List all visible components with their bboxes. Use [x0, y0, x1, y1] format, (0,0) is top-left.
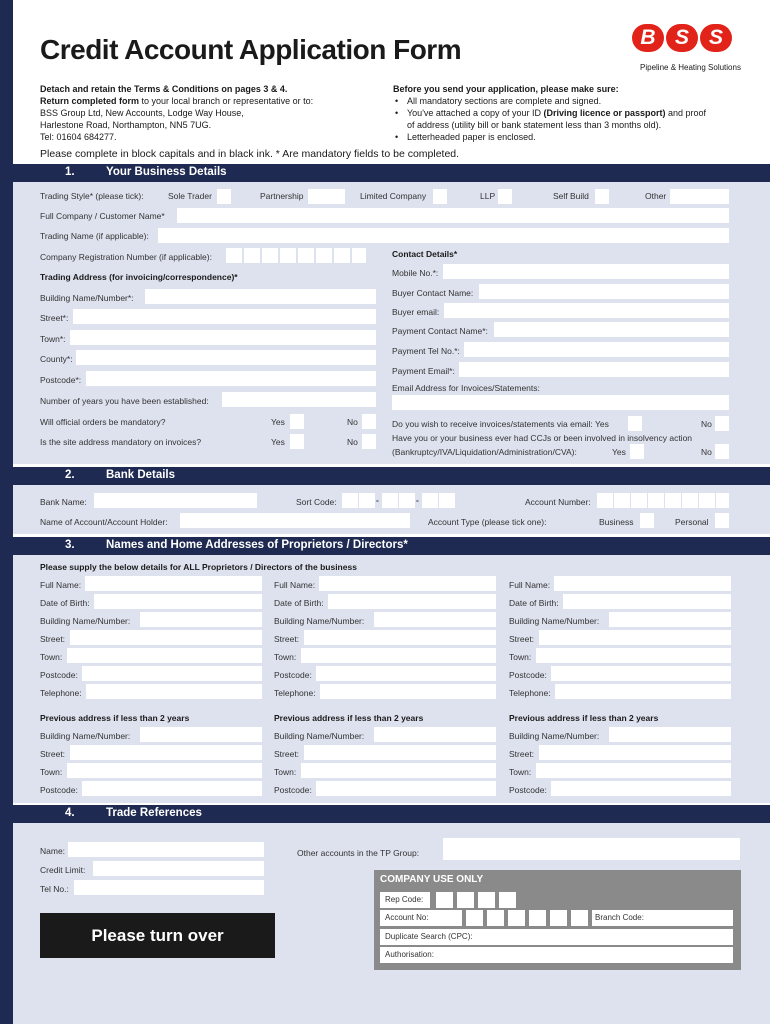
- account-number-digit[interactable]: [716, 493, 729, 508]
- sort-code-digit[interactable]: [342, 493, 358, 508]
- logo-letter: S: [700, 24, 732, 52]
- buyer-name-input[interactable]: [479, 284, 729, 299]
- section-4-header: [13, 805, 770, 823]
- postcode-label: Postcode:: [509, 670, 547, 680]
- logo-tagline: Pipeline & Heating Solutions: [640, 63, 741, 72]
- business-checkbox[interactable]: [640, 513, 654, 528]
- director-2-prev-town-input[interactable]: [301, 763, 496, 778]
- ccj-question: Have you or your business ever had CCJs or been involved in insolvency action: [392, 433, 693, 443]
- page-title: Credit Account Application Form: [40, 34, 462, 65]
- director-1-building-input[interactable]: [140, 612, 262, 627]
- section-number: 1.: [65, 166, 75, 178]
- buyer-email-input[interactable]: [444, 303, 729, 318]
- years-established-label: Number of years you have been established:: [40, 396, 209, 406]
- self-build-checkbox[interactable]: [595, 189, 609, 204]
- receive-email-no-checkbox[interactable]: [715, 416, 729, 431]
- payment-email-input[interactable]: [459, 362, 729, 377]
- director-1-prev-town-input[interactable]: [67, 763, 262, 778]
- site-address-yes-checkbox[interactable]: [290, 434, 304, 449]
- dob-label: Date of Birth:: [274, 598, 324, 608]
- section-title: Trade References: [106, 807, 202, 819]
- address-line: BSS Group Ltd, New Accounts, Lodge Way House,: [40, 108, 244, 118]
- trading-style-option: LLP: [480, 191, 496, 201]
- bank-name-input[interactable]: [94, 493, 257, 508]
- director-3-prev-street-input[interactable]: [539, 745, 731, 760]
- director-3-prev-town-input[interactable]: [536, 763, 731, 778]
- postcode-label: Postcode:: [274, 670, 312, 680]
- yes-label: Yes: [271, 437, 285, 447]
- company-use-box: [374, 870, 741, 970]
- building-label: Building Name/Number:: [509, 731, 600, 741]
- full-name-label: Full Name:: [40, 580, 82, 590]
- sort-code-separator: -: [376, 495, 379, 505]
- street-label: Street:: [509, 749, 535, 759]
- section-3-header: [13, 537, 770, 555]
- company-reg-digit[interactable]: [352, 248, 366, 263]
- full-company-input[interactable]: [177, 208, 729, 223]
- other-accounts-label: Other accounts in the TP Group:: [297, 848, 420, 858]
- rep-code-label: Rep Code:: [385, 895, 424, 904]
- director-3-prev-postcode-input[interactable]: [551, 781, 731, 796]
- director-3-building-input[interactable]: [609, 612, 731, 627]
- street-label: Street:: [509, 634, 535, 644]
- director-3-dob-input[interactable]: [563, 594, 731, 609]
- building-input[interactable]: [145, 289, 376, 304]
- director-2-town-input[interactable]: [301, 648, 496, 663]
- street-input[interactable]: [73, 309, 376, 324]
- no-label: No: [347, 437, 358, 447]
- ccj-yes-checkbox[interactable]: [630, 444, 644, 459]
- payment-tel-label: Payment Tel No.*:: [392, 346, 460, 356]
- return-instructions: [40, 83, 380, 143]
- director-3-postcode-input[interactable]: [551, 666, 731, 681]
- building-label: Building Name/Number:: [509, 616, 600, 626]
- sort-code-digit[interactable]: [359, 493, 375, 508]
- logo-letter: S: [666, 24, 698, 52]
- trading-style-option: Limited Company: [360, 191, 427, 201]
- section-2-header: [13, 467, 770, 485]
- logo-letter: B: [632, 24, 664, 52]
- invoice-email-input[interactable]: [392, 395, 729, 410]
- director-1-prev-street-input[interactable]: [70, 745, 262, 760]
- town-label: Town:: [274, 767, 297, 777]
- company-reg-digit[interactable]: [334, 248, 350, 263]
- postcode-input[interactable]: [86, 371, 376, 386]
- account-number-digit[interactable]: [631, 493, 647, 508]
- sort-code-digit[interactable]: [422, 493, 438, 508]
- trading-name-label: Trading Name (if applicable):: [40, 231, 149, 241]
- sort-code-label: Sort Code:: [296, 497, 337, 507]
- section-1-header: [13, 164, 770, 182]
- account-number-digit[interactable]: [699, 493, 715, 508]
- site-address-no-checkbox[interactable]: [362, 434, 376, 449]
- county-input[interactable]: [76, 350, 376, 365]
- section-title: Bank Details: [106, 469, 176, 481]
- official-orders-label: Will official orders be mandatory?: [40, 417, 166, 427]
- director-2-dob-input[interactable]: [328, 594, 496, 609]
- dob-label: Date of Birth:: [509, 598, 559, 608]
- receive-email-yes-checkbox[interactable]: [628, 416, 642, 431]
- previous-address-heading: Previous address if less than 2 years: [509, 713, 659, 723]
- business-label: Business: [599, 517, 634, 527]
- reference-tel-label: Tel No.:: [40, 884, 69, 894]
- section-number: 2.: [65, 469, 75, 481]
- section-number: 4.: [65, 807, 75, 819]
- director-1-full-name-input[interactable]: [85, 576, 262, 591]
- dob-label: Date of Birth:: [40, 598, 90, 608]
- director-1-prev-building-input[interactable]: [140, 727, 262, 742]
- personal-checkbox[interactable]: [715, 513, 729, 528]
- no-label: No: [701, 419, 712, 429]
- postcode-label: Postcode:: [509, 785, 547, 795]
- town-label: Town:: [274, 652, 297, 662]
- ccj-question-cont: (Bankruptcy/IVA/Liquidation/Administration/CVA):: [392, 447, 577, 457]
- building-label: Building Name/Number:: [40, 616, 131, 626]
- director-1-postcode-input[interactable]: [82, 666, 262, 681]
- sole-trader-checkbox[interactable]: [217, 189, 231, 204]
- street-label: Street:: [40, 634, 66, 644]
- reference-name-label: Name:: [40, 846, 66, 856]
- director-2-full-name-input[interactable]: [319, 576, 496, 591]
- trading-style-option: Self Build: [553, 191, 589, 201]
- payment-tel-input[interactable]: [464, 342, 729, 357]
- company-reg-digit[interactable]: [316, 248, 332, 263]
- account-no-digit[interactable]: [550, 910, 567, 926]
- director-1-dob-input[interactable]: [94, 594, 262, 609]
- years-established-input[interactable]: [222, 392, 376, 407]
- buyer-name-label: Buyer Contact Name:: [392, 288, 474, 298]
- company-reg-label: Company Registration Number (if applicable):: [40, 252, 212, 262]
- street-label: Street:: [274, 749, 300, 759]
- trading-style-option: Partnership: [260, 191, 304, 201]
- telephone-label: Telephone:: [40, 688, 82, 698]
- address-line: Harlestone Road, Northampton, NN5 7UG.: [40, 120, 212, 130]
- rep-code-digit[interactable]: [478, 892, 495, 908]
- bss-logo: [632, 24, 732, 52]
- bank-name-label: Bank Name:: [40, 497, 87, 507]
- phone-line: Tel: 01604 684277.: [40, 132, 117, 142]
- company-reg-digit[interactable]: [262, 248, 278, 263]
- building-label: Building Name/Number:: [274, 616, 365, 626]
- account-no-digit[interactable]: [571, 910, 588, 926]
- partnership-checkbox[interactable]: [308, 189, 345, 204]
- director-2-prev-building-input[interactable]: [374, 727, 496, 742]
- company-reg-digit[interactable]: [226, 248, 242, 263]
- checklist-heading: Before you send your application, please make sure:: [393, 84, 619, 94]
- account-holder-label: Name of Account/Account Holder:: [40, 517, 168, 527]
- left-margin-bar: [0, 0, 13, 1024]
- yes-label: Yes: [271, 417, 285, 427]
- building-label: Building Name/Number:: [40, 731, 131, 741]
- branch-code-row[interactable]: [592, 910, 733, 926]
- section-title: Your Business Details: [106, 166, 227, 178]
- postcode-label: Postcode:: [274, 785, 312, 795]
- account-no-row: [380, 910, 462, 926]
- town-label: Town:: [509, 652, 532, 662]
- director-1-town-input[interactable]: [67, 648, 262, 663]
- detach-note: Detach and retain the Terms & Conditions on pages 3 & 4.: [40, 84, 288, 94]
- street-label: Street:: [40, 749, 66, 759]
- credit-limit-label: Credit Limit:: [40, 865, 86, 875]
- official-orders-no-checkbox[interactable]: [362, 414, 376, 429]
- contact-details-heading: Contact Details*: [392, 249, 458, 259]
- account-number-digit[interactable]: [648, 493, 664, 508]
- llp-checkbox[interactable]: [498, 189, 512, 204]
- authorisation-row[interactable]: [380, 947, 733, 963]
- duplicate-search-row[interactable]: [380, 929, 733, 945]
- full-name-label: Full Name:: [509, 580, 551, 590]
- yes-label: Yes: [612, 447, 626, 457]
- site-address-label: Is the site address mandatory on invoices?: [40, 437, 202, 447]
- building-label: Building Name/Number*:: [40, 293, 134, 303]
- director-3-full-name-input[interactable]: [554, 576, 731, 591]
- receive-email-question: Do you wish to receive invoices/statements via email: Yes: [392, 419, 609, 429]
- town-label: Town:: [40, 767, 63, 777]
- previous-address-heading: Previous address if less than 2 years: [40, 713, 190, 723]
- street-label: Street*:: [40, 313, 69, 323]
- director-2-street-input[interactable]: [304, 630, 496, 645]
- telephone-label: Telephone:: [509, 688, 551, 698]
- town-label: Town*:: [40, 334, 66, 344]
- county-label: County*:: [40, 354, 73, 364]
- director-2-postcode-input[interactable]: [316, 666, 496, 681]
- invoice-email-label: Email Address for Invoices/Statements:: [392, 383, 540, 393]
- checklist-item: • Letterheaded paper is enclosed.: [393, 131, 738, 143]
- no-label: No: [347, 417, 358, 427]
- other-accounts-input[interactable]: [443, 838, 740, 860]
- company-reg-digit[interactable]: [280, 248, 296, 263]
- previous-address-heading: Previous address if less than 2 years: [274, 713, 424, 723]
- town-label: Town:: [40, 652, 63, 662]
- rep-code-digit[interactable]: [436, 892, 453, 908]
- account-holder-input[interactable]: [180, 513, 410, 528]
- director-3-town-input[interactable]: [536, 648, 731, 663]
- director-1-prev-postcode-input[interactable]: [82, 781, 262, 796]
- rep-code-digit[interactable]: [499, 892, 516, 908]
- rep-code-digit[interactable]: [457, 892, 474, 908]
- trading-style-option: Other: [645, 191, 667, 201]
- director-3-telephone-input[interactable]: [555, 684, 731, 699]
- director-2-telephone-input[interactable]: [320, 684, 496, 699]
- checklist-item: • You've attached a copy of your ID (Driving licence or passport) and proof of address (utility bill or bank statement less than 3 months old).: [393, 107, 738, 131]
- official-orders-yes-checkbox[interactable]: [290, 414, 304, 429]
- return-note: to your local branch or representative or to:: [139, 96, 314, 106]
- telephone-label: Telephone:: [274, 688, 316, 698]
- director-3-street-input[interactable]: [539, 630, 731, 645]
- directors-intro: Please supply the below details for ALL Proprietors / Directors of the business: [40, 562, 357, 572]
- rep-code-row: [380, 892, 430, 908]
- account-number-label: Account Number:: [525, 497, 591, 507]
- account-number-digit[interactable]: [614, 493, 630, 508]
- account-no-digit[interactable]: [466, 910, 483, 926]
- mobile-input[interactable]: [443, 264, 729, 279]
- full-name-label: Full Name:: [274, 580, 316, 590]
- postcode-label: Postcode*:: [40, 375, 82, 385]
- reference-tel-input[interactable]: [74, 880, 264, 895]
- account-type-label: Account Type (please tick one):: [428, 517, 547, 527]
- director-2-building-input[interactable]: [374, 612, 496, 627]
- other-style-field[interactable]: [670, 189, 729, 204]
- town-input[interactable]: [70, 330, 376, 345]
- authorisation-label: Authorisation:: [385, 950, 434, 959]
- section-number: 3.: [65, 539, 75, 551]
- postcode-label: Postcode:: [40, 670, 78, 680]
- branch-code-label: Branch Code:: [595, 913, 644, 922]
- payment-name-label: Payment Contact Name*:: [392, 326, 488, 336]
- section-title: Names and Home Addresses of Proprietors / Directors*: [106, 539, 408, 551]
- trading-style-option: Sole Trader: [168, 191, 212, 201]
- reference-name-input[interactable]: [68, 842, 264, 857]
- please-turn-over-banner: Please turn over: [40, 913, 275, 958]
- account-number-digit[interactable]: [665, 493, 681, 508]
- account-number-digit[interactable]: [682, 493, 698, 508]
- checklist: [393, 83, 738, 143]
- payment-name-input[interactable]: [494, 322, 729, 337]
- building-label: Building Name/Number:: [274, 731, 365, 741]
- buyer-email-label: Buyer email:: [392, 307, 440, 317]
- form-instruction: Please complete in block capitals and in black ink. * Are mandatory fields to be completed.: [40, 148, 460, 160]
- duplicate-search-label: Duplicate Search (CPC):: [385, 932, 473, 941]
- return-note-bold: Return completed form: [40, 96, 140, 106]
- full-company-label: Full Company / Customer Name*: [40, 211, 165, 221]
- director-2-prev-postcode-input[interactable]: [316, 781, 496, 796]
- personal-label: Personal: [675, 517, 709, 527]
- director-2-prev-street-input[interactable]: [304, 745, 496, 760]
- trading-address-heading: Trading Address (for invoicing/correspondence)*: [40, 272, 238, 282]
- payment-email-label: Payment Email*:: [392, 366, 455, 376]
- account-no-digit[interactable]: [508, 910, 525, 926]
- postcode-label: Postcode:: [40, 785, 78, 795]
- mobile-label: Mobile No.*:: [392, 268, 439, 278]
- checklist-item: • All mandatory sections are complete and signed.: [393, 95, 738, 107]
- account-no-digit[interactable]: [487, 910, 504, 926]
- account-no-label: Account No:: [385, 913, 429, 922]
- account-no-digit[interactable]: [529, 910, 546, 926]
- account-number-digit[interactable]: [597, 493, 613, 508]
- sort-code-separator: -: [416, 495, 419, 505]
- director-1-telephone-input[interactable]: [86, 684, 262, 699]
- trading-style-label: Trading Style* (please tick):: [40, 191, 144, 201]
- director-3-prev-building-input[interactable]: [609, 727, 731, 742]
- director-1-street-input[interactable]: [70, 630, 262, 645]
- town-label: Town:: [509, 767, 532, 777]
- company-use-title: COMPANY USE ONLY: [380, 874, 484, 885]
- company-reg-digit[interactable]: [244, 248, 260, 263]
- trading-name-input[interactable]: [158, 228, 729, 243]
- sort-code-digit[interactable]: [382, 493, 398, 508]
- no-label: No: [701, 447, 712, 457]
- limited-company-checkbox[interactable]: [433, 189, 447, 204]
- company-reg-digit[interactable]: [298, 248, 314, 263]
- sort-code-digit[interactable]: [399, 493, 415, 508]
- sort-code-digit[interactable]: [439, 493, 455, 508]
- street-label: Street:: [274, 634, 300, 644]
- ccj-no-checkbox[interactable]: [715, 444, 729, 459]
- credit-limit-input[interactable]: [93, 861, 264, 876]
